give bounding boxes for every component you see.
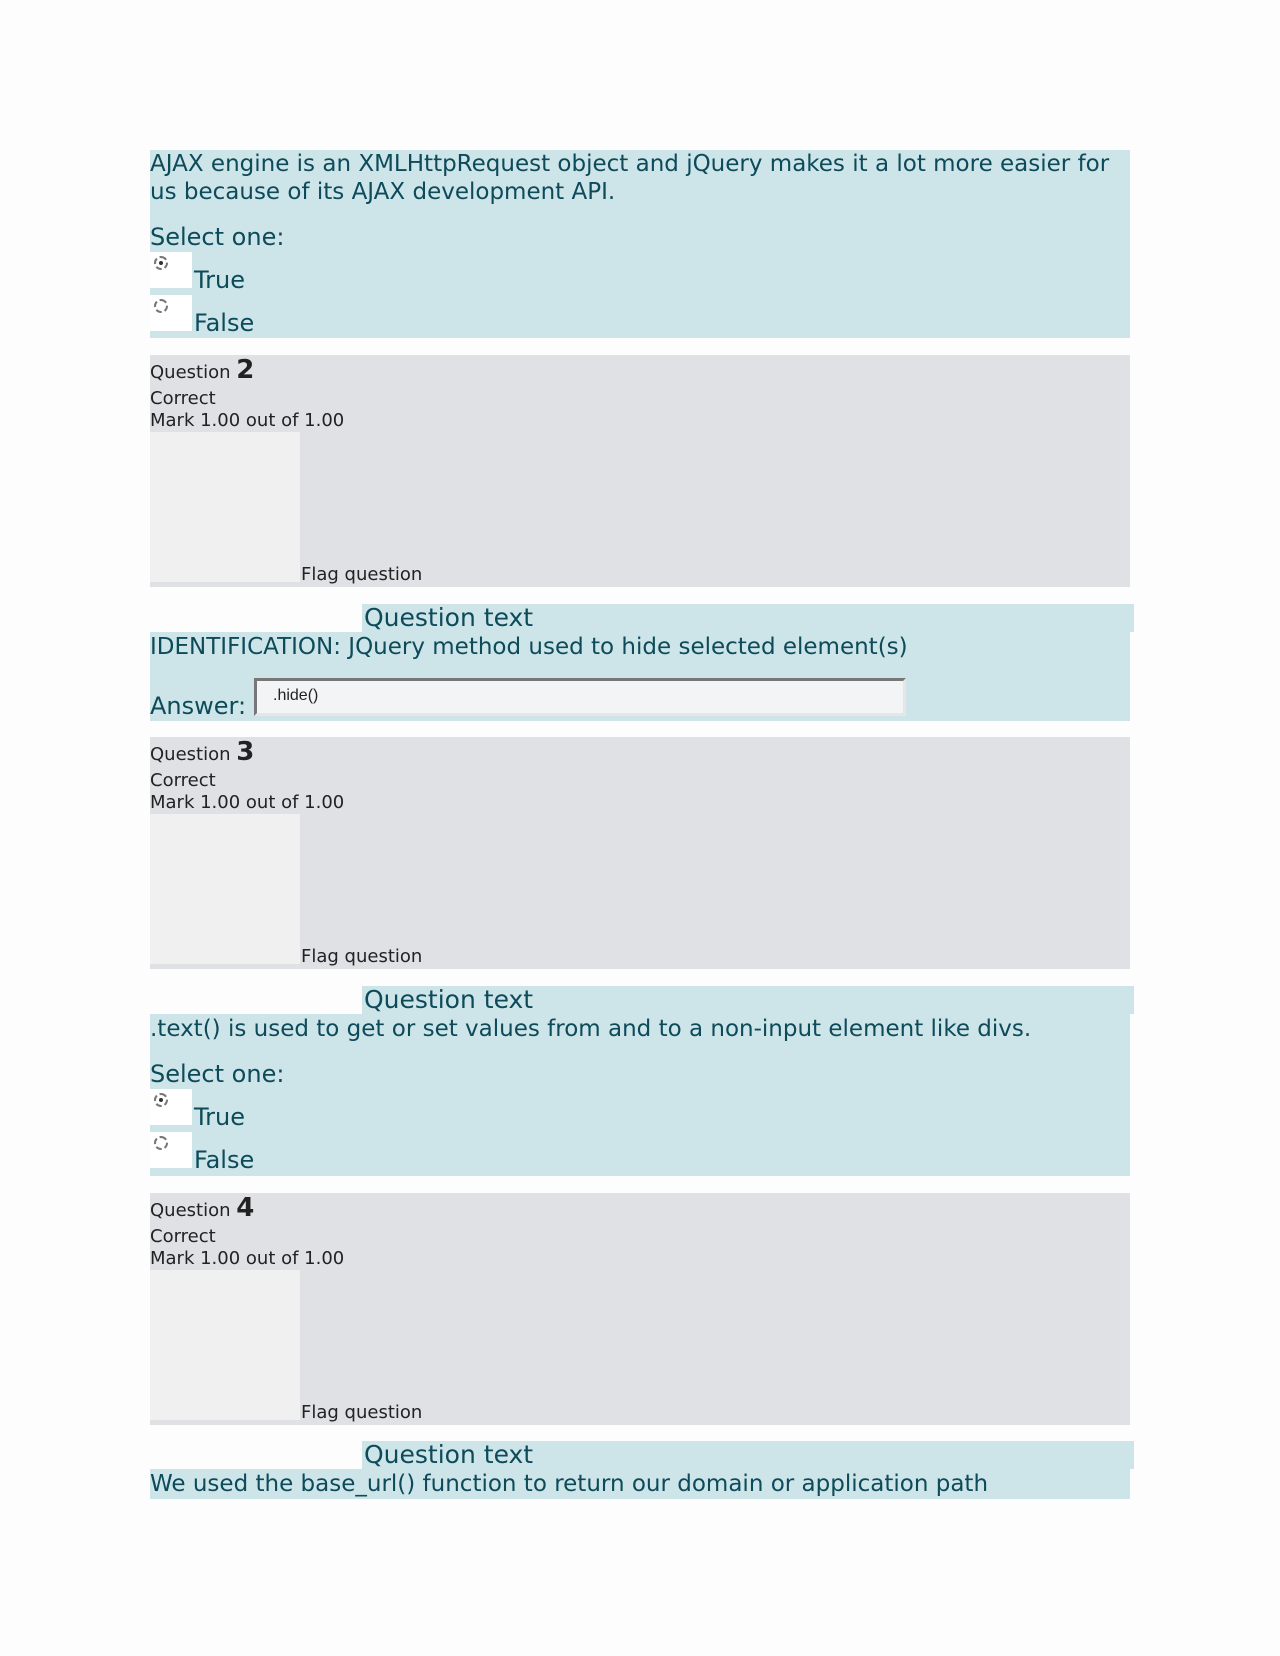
question-2-info [150, 355, 1130, 587]
question-3-header: Question text [362, 986, 1134, 1014]
option-true-label[interactable]: True [194, 1103, 245, 1131]
question-2-number [150, 355, 255, 385]
question-4-content [150, 1469, 1130, 1499]
question-4-text: We used the base_url() function to return our domain or application path [150, 1471, 989, 1497]
question-3-number [150, 737, 255, 767]
question-2-content [150, 632, 1130, 721]
answer-label: Answer: [150, 692, 247, 720]
question-number: 2 [236, 355, 255, 385]
question-4-mark: Mark 1.00 out of 1.00 [150, 1248, 345, 1269]
flag-question-link[interactable]: Flag question [301, 946, 423, 967]
question-number: 3 [236, 737, 255, 767]
question-4-state: Correct [150, 1226, 216, 1247]
question-1-content [150, 150, 1130, 338]
question-1-text: AJAX engine is an XMLHttpRequest object and jQuery makes it a lot more easier for us because of its AJAX development API. [150, 151, 1110, 205]
question-3-state: Correct [150, 770, 216, 791]
question-2-header: Question text [362, 604, 1134, 632]
question-number: 4 [236, 1193, 255, 1223]
flag-icon[interactable] [150, 432, 300, 582]
flag-icon[interactable] [150, 1270, 300, 1420]
question-2-state: Correct [150, 388, 216, 409]
radio-true[interactable] [154, 1093, 168, 1107]
radio-false-box[interactable] [150, 295, 192, 331]
radio-true[interactable] [154, 256, 168, 270]
question-label: Question [150, 362, 231, 383]
question-2-mark: Mark 1.00 out of 1.00 [150, 410, 345, 431]
option-true-label[interactable]: True [194, 266, 245, 294]
question-3-content [150, 1014, 1130, 1176]
question-2-text: IDENTIFICATION: JQuery method used to hide selected element(s) [150, 634, 908, 660]
flag-question-link[interactable]: Flag question [301, 564, 423, 585]
select-one-label: Select one: [150, 1060, 285, 1088]
question-3-mark: Mark 1.00 out of 1.00 [150, 792, 345, 813]
question-4-number [150, 1193, 255, 1223]
question-label: Question [150, 744, 231, 765]
question-label: Question [150, 1200, 231, 1221]
option-false-label[interactable]: False [194, 1146, 255, 1174]
question-3-text: .text() is used to get or set values from and to a non-input element like divs. [150, 1016, 1032, 1042]
flag-icon[interactable] [150, 814, 300, 964]
radio-false[interactable] [154, 299, 168, 313]
option-false-label[interactable]: False [194, 309, 255, 337]
radio-false[interactable] [154, 1136, 168, 1150]
flag-question-link[interactable]: Flag question [301, 1402, 423, 1423]
question-4-header: Question text [362, 1441, 1134, 1469]
radio-true-box[interactable] [150, 252, 192, 288]
radio-false-box[interactable] [150, 1132, 192, 1168]
select-one-label: Select one: [150, 223, 285, 251]
question-4-info [150, 1193, 1130, 1425]
question-3-info [150, 737, 1130, 969]
answer-input[interactable]: .hide() [254, 678, 906, 716]
radio-true-box[interactable] [150, 1089, 192, 1125]
